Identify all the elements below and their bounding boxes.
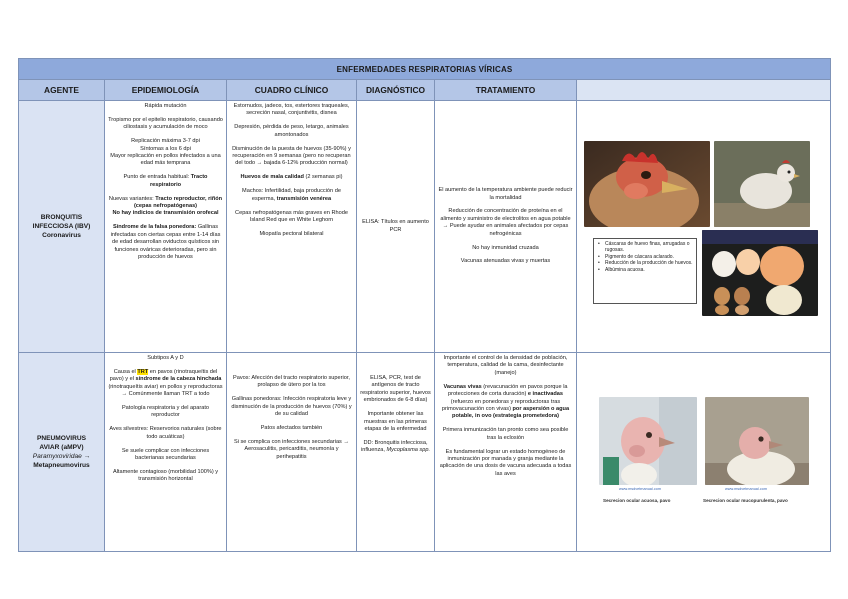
agent-ampv-name2: AVIAR (aMPV)	[39, 444, 84, 451]
ampv-tx-1: Importante el control de la densidad de población, temperatura, calidad de la cama, desinfectante (manejo)	[443, 355, 568, 376]
table-row-ampv	[19, 353, 831, 552]
ampv-epi-3: Patología respiratoria y del aparato reproductor	[121, 405, 210, 419]
ampv-clin-4: Si se complica con infecciones secundarias → Aerosaculitis, pericarditis, neumonía y perihepatitis	[233, 438, 350, 460]
ampv-tx-3: Primera inmunización tan pronto como sea posible tras la eclosión	[442, 427, 569, 441]
agent-ibv	[19, 101, 105, 353]
agent-ampv-genus: Metapneumovirus	[33, 462, 90, 469]
header-treatment: TRATAMIENTO	[435, 80, 577, 101]
ibv-clin-7: Miopatía pectoral bilateral	[259, 230, 324, 237]
ampv-epi-6: Altamente contagioso (morbilidad 100%) y transmisión horizontal	[112, 468, 219, 483]
header-diagnostic: DIAGNÓSTICO	[357, 80, 435, 101]
ampv-clinical	[227, 353, 357, 552]
header-clinical: CUADRO CLÍNICO	[227, 80, 357, 101]
ibv-epi-2: Tropismo por el epitelio respiratorio, causando ciliostasis y acumulación de moco	[108, 116, 223, 131]
turkey-mucopurulent-discharge-photo	[705, 397, 809, 485]
ampv-clin-2: Gallinas ponedoras: Infección respiratoria leve y disminución de la producción de huevos (70%) y de su calidad	[231, 396, 352, 418]
ampv-images	[577, 353, 831, 552]
ibv-epi-4: Síntomas a los 6 dpi	[140, 145, 191, 152]
ibv-epi-3: Replicación máxima 3-7 dpi	[131, 138, 200, 145]
ibv-tx-4: Vacunas atenuadas vivas y muertas	[460, 258, 551, 265]
ibv-epi-8: No hay indicios de transmisión orofecal	[112, 210, 219, 217]
ibv-diagnostic	[357, 101, 435, 353]
ampv-tx-2: Vacunas vivas (revacunación en pavos porque la protecciones de corta duración) e inactivadas (refuerzo en ponedoras y reproductoras tras primovacunación con vivas) por aspersión o agua potable, in ovo (estrategia prometedora)	[441, 383, 570, 420]
header-images	[577, 80, 831, 101]
caption-watery-discharge: Secrecion ocular acuosa, pavo	[603, 498, 671, 503]
egg-note: • Albúmina acuosa.	[605, 267, 693, 273]
chicken-head-photo	[584, 141, 710, 227]
ibv-clin-5: Machos: Infertilidad, baja producción de esperma, transmisión venérea	[242, 188, 341, 202]
ibv-tx-2: Reducción de concentración de proteína en el alimento y suministro de electrolitos en agua potable → Puede ayudar en animales afectados por cepas nefrogénicas	[440, 208, 571, 237]
ampv-clin-1: Pavos: Afección del tracto respiratorio superior, prolapso de útero por la tos	[233, 375, 350, 389]
ampv-dx-3: DD: Bronquitis infecciosa, influenza, Mycoplasma spp.	[360, 439, 431, 454]
agent-ampv-name1: PNEUMOVIRUS	[36, 435, 87, 442]
table-row-ibv	[19, 101, 831, 353]
agent-ampv-family: Paramyxoviridae →	[32, 453, 91, 460]
ibv-epi-9: Síndrome de la falsa ponedora: Gallinas infectadas con ciertas cepas entre 1-14 días de edad desarrollan oviductos quísticos sin funciones ováricas deterioradas, pero sin producción de huevos	[110, 224, 221, 260]
agent-ibv-family: Coronavirus	[42, 232, 81, 239]
ampv-epi-5: Se suele complicar con infecciones bacterianas secundarias	[121, 447, 210, 462]
caption-mucopurulent-discharge: Secrecion ocular mucopurulenta, pavo	[703, 498, 788, 503]
ampv-clin-3: Patos afectados también	[260, 425, 323, 432]
ibv-clin-4: Huevos de mala calidad (2 semanas pi)	[240, 174, 343, 181]
egg-quality-notes	[593, 238, 697, 304]
header-epidemiology: EPIDEMIOLOGÍA	[105, 80, 227, 101]
ampv-epi-2: Causa el TRT en pavos (rinotraqueítis del pavo) y el síndrome de la cabeza hinchada (rinotraqueítis aviar) en pollos y reproductoras → Comúnmente llaman TRT a todo	[108, 368, 223, 398]
ibv-epidemiology	[105, 101, 227, 353]
ibv-epi-1: Rápida mutación	[144, 103, 187, 109]
header-agent: AGENTE	[19, 80, 105, 101]
ampv-dx-1: ELISA, PCR, test de antígenos de tracto respiratorio superior, huevos embrionados de 6-8 días)	[360, 375, 431, 404]
ibv-tx-3: No hay inmunidad cruzada	[472, 244, 539, 251]
ampv-epidemiology	[105, 353, 227, 552]
sick-chicken-photo	[714, 141, 810, 227]
ibv-epi-7: Nuevas variantes: Tracto reproductor, riñón (cepas nefropatógenas)	[108, 195, 223, 210]
ampv-dx-2: Importante obtener las muestras en las primeras etapas de la enfermedad	[364, 411, 427, 432]
egg-note: • Pigmento de cáscara aclarado.	[605, 254, 693, 260]
ampv-treatment	[435, 353, 577, 552]
agent-ibv-name1: BRONQUITIS	[40, 214, 83, 221]
ibv-epi-5: Mayor replicación en pollos infectados a una edad más temprana	[110, 153, 221, 167]
egg-note: • Cáscaras de huevo finas, arrugadas o rugosas.	[605, 241, 693, 254]
ibv-clin-1: Estornudos, jadeos, tos, estertores traqueales, secreción nasal, conjuntivitis, disnea	[233, 103, 350, 117]
egg-note: • Reducción de la producción de huevos.	[605, 260, 693, 266]
table-title: ENFERMEDADES RESPIRATORIAS VÍRICAS	[19, 59, 831, 80]
ibv-tx-1: El aumento de la temperatura ambiente puede reducir la mortalidad	[438, 187, 573, 201]
ibv-clinical	[227, 101, 357, 353]
turkey-watery-discharge-photo	[599, 397, 697, 485]
agent-ibv-name2: INFECCIOSA (IBV)	[32, 223, 91, 230]
ibv-clin-3: Disminución de la puesta de huevos (35-90%) y recuperación en 9 semanas (pero no recuperan del todo → bajada 6-12% producción normal)	[232, 145, 351, 167]
ampv-epi-1: Subtipos A y D	[147, 355, 184, 361]
eggs-photo	[702, 230, 818, 316]
ampv-tx-4: Es fundamental lograr un estado homogéneo de inmunización por manada y granja mediante la aplicación de una dosis de vacuna adecuada a todas las aves	[439, 448, 572, 477]
ibv-clin-6: Cepas nefropatógenas más graves en Rhode Island Red que en White Leghorn	[235, 209, 348, 223]
agent-ampv	[19, 353, 105, 552]
ampv-diagnostic	[357, 353, 435, 552]
photo-source-right: www.msdvetmanual.com	[725, 487, 767, 491]
ibv-clin-2: Depresión, pérdida de peso, letargo, animales amontonados	[234, 124, 349, 138]
ibv-images	[577, 101, 831, 353]
ampv-epi-4: Aves silvestres: Reservorios naturales (sobre todo acuáticas)	[109, 426, 222, 440]
ibv-dx-2: PCR	[389, 226, 402, 233]
photo-source-left: www.msdvetmanual.com	[619, 487, 661, 491]
ibv-epi-6: Punto de entrada habitual: Tracto respiratorio	[123, 174, 208, 188]
ibv-treatment	[435, 101, 577, 353]
ibv-dx-1: ELISA: Títulos en aumento	[362, 219, 429, 226]
disease-table	[18, 58, 831, 552]
